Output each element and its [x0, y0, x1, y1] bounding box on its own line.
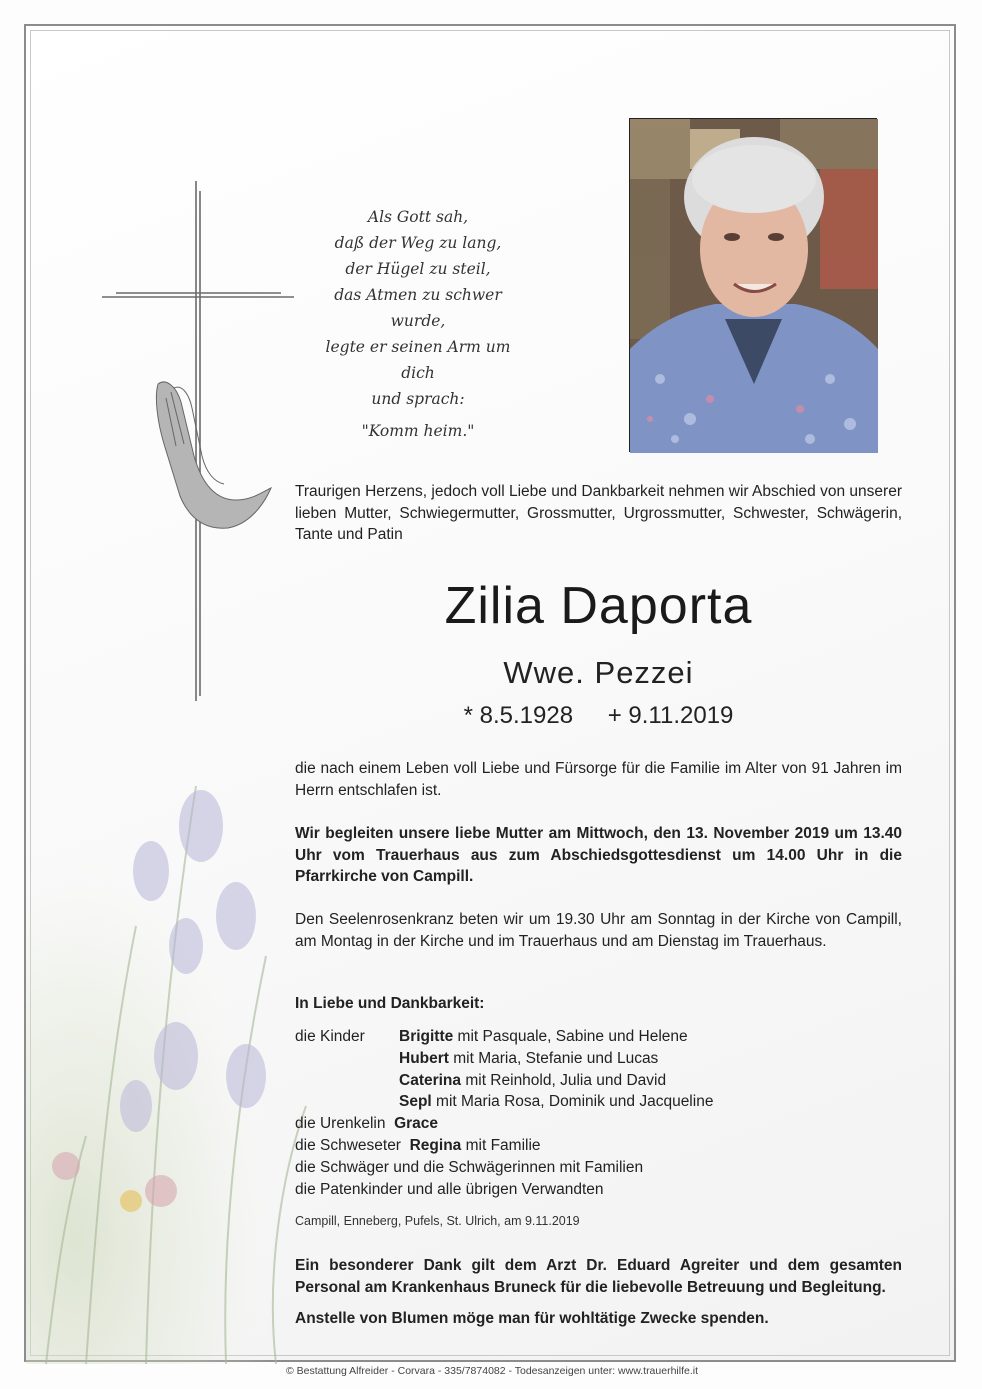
- godchildren-line: die Patenkinder und alle übrigen Verwandten: [295, 1180, 604, 1198]
- poem-text: [308, 204, 528, 444]
- mourners-list: [295, 1026, 902, 1200]
- portrait-photo: [629, 118, 877, 452]
- death-date: + 9.11.2019: [607, 702, 734, 729]
- poem-line: legte er seinen Arm um dich: [325, 338, 511, 382]
- child-family: mit Maria Rosa, Dominik und Jacqueline: [431, 1093, 714, 1111]
- greatgrand-name: Grace: [394, 1115, 439, 1133]
- life-paragraph: die nach einem Leben voll Liebe und Fürsorge für die Familie im Alter von 91 Jahren im Herrn entschlafen ist.: [295, 760, 902, 799]
- birth-date: * 8.5.1928: [463, 702, 574, 729]
- deceased-name: Zilia Daporta: [444, 577, 753, 635]
- place-date: Campill, Enneberg, Pufels, St. Ulrich, am 9.11.2019: [295, 1214, 580, 1228]
- widow-name: Wwe. Pezzei: [503, 655, 694, 690]
- child-name: Caterina: [399, 1071, 462, 1089]
- child-name: Brigitte: [399, 1028, 454, 1045]
- child-family: mit Pasquale, Sabine und Helene: [453, 1028, 688, 1045]
- poem-line: der Hügel zu steil,: [345, 260, 491, 278]
- footer-credit: © Bestattung Alfreider - Corvara - 335/7874082 - Todesanzeigen unter: www.trauerhilfe.it: [285, 1365, 699, 1377]
- poem-line: und sprach:: [371, 390, 465, 408]
- list-item: [295, 1048, 902, 1070]
- donation-note: Anstelle von Blumen möge man für wohltätige Zwecke spenden.: [295, 1310, 769, 1327]
- poem-closing: "Komm heim.": [361, 422, 475, 440]
- list-item: [295, 1070, 902, 1092]
- child-name: Hubert: [399, 1049, 449, 1067]
- mourners-heading: In Liebe und Dankbarkeit:: [295, 995, 485, 1012]
- list-item: [295, 1135, 902, 1157]
- inlaws-line: die Schwäger und die Schwägerinnen mit Familien: [295, 1158, 644, 1176]
- obituary-card: [24, 24, 956, 1377]
- list-item: [295, 1026, 902, 1048]
- children-label: die Kinder: [295, 1028, 365, 1045]
- child-name: Sepl: [399, 1093, 432, 1111]
- poem-line: das Atmen zu schwer wurde,: [334, 286, 502, 330]
- sister-family: mit Familie: [461, 1136, 541, 1154]
- child-family: mit Reinhold, Julia und David: [461, 1071, 667, 1089]
- funeral-paragraph: Wir begleiten unsere liebe Mutter am Mittwoch, den 13. November 2019 um 13.40 Uhr vom Trauerhaus aus zum Abschiedsgottesdienst um 14.00 Uhr in die Pfarrkirche von Campill.: [295, 825, 902, 885]
- sister-name: Regina: [409, 1136, 462, 1154]
- life-dates: [295, 700, 902, 732]
- greatgrand-label: die Urenkelin: [295, 1115, 386, 1133]
- rosary-paragraph: Den Seelenrosenkranz beten wir um 19.30 Uhr am Sonntag in der Kirche von Campill, am Montag in der Kirche und im Trauerhaus und am Dienstag im Trauerhaus.: [295, 911, 902, 950]
- child-family: mit Maria, Stefanie und Lucas: [448, 1049, 659, 1067]
- sister-label: die Schweseter: [295, 1136, 401, 1154]
- poem-line: daß der Weg zu lang,: [334, 234, 502, 252]
- intro-text: Traurigen Herzens, jedoch voll Liebe und Dankbarkeit nehmen wir Abschied von unserer lieben Mutter, Schwiegermutter, Grossmutter, Urgrossmutter, Schwester, Schwägerin, Tante und Patin: [295, 483, 902, 543]
- list-item: [295, 1113, 902, 1135]
- special-thanks: Ein besonderer Dank gilt dem Arzt Dr. Eduard Agreiter und dem gesamten Personal am Krankenhaus Bruneck für die liebevolle Betreuung und Begleitung.: [295, 1257, 902, 1296]
- list-item: [295, 1091, 902, 1113]
- poem-line: Als Gott sah,: [367, 208, 469, 226]
